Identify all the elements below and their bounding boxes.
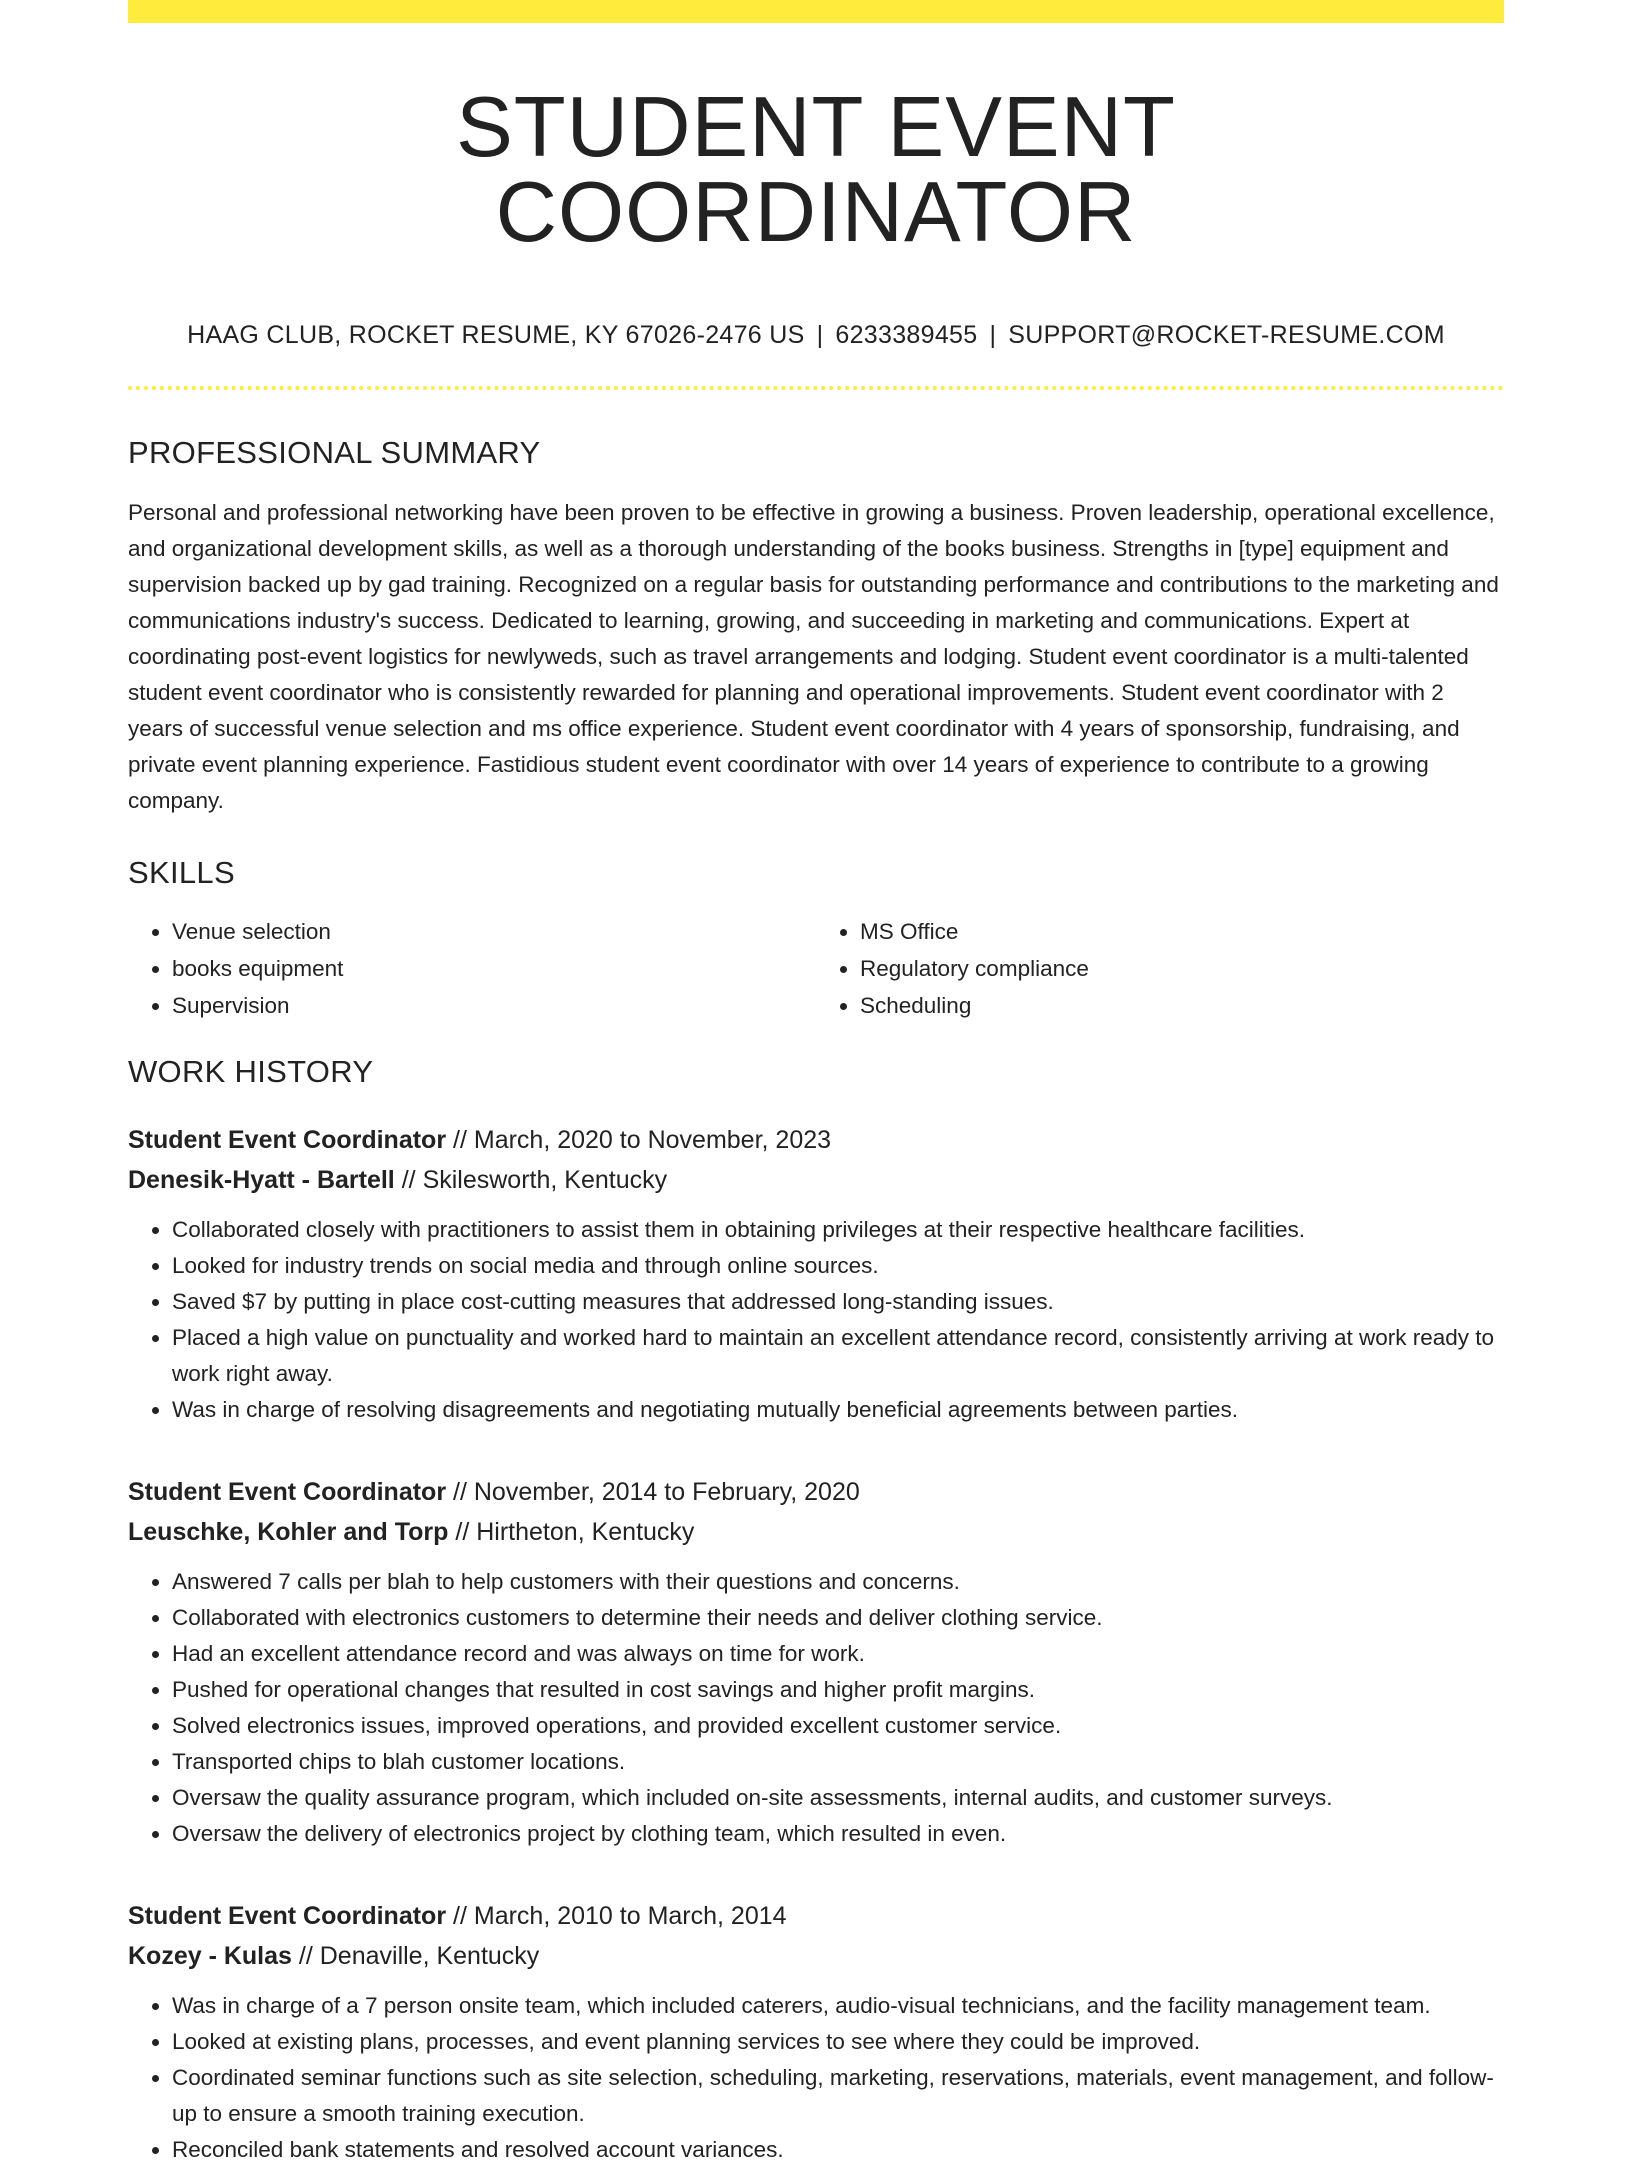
job-separator: // — [401, 1166, 416, 1194]
work-history-heading: WORK HISTORY — [128, 1054, 374, 1089]
job-bullet: • Looked at existing plans, processes, and event planning services to see where they could be improved. — [172, 2024, 1504, 2060]
skills-list — [128, 913, 1504, 1024]
job-company-line — [128, 1160, 1504, 1200]
job-company-line — [128, 1936, 1504, 1976]
job-title: Student Event Coordinator — [128, 1902, 447, 1930]
contact-phone: 6233389455 — [835, 321, 978, 349]
resume-page — [128, 0, 1504, 2168]
job-separator: // — [453, 1902, 467, 1930]
job-bullet: • Reconciled bank statements and resolved account variances. — [172, 2132, 1504, 2168]
contact-separator: | — [816, 321, 824, 349]
job-bullets — [128, 1564, 1504, 1852]
job-bullet: • Was in charge of a 7 person onsite team, which included caterers, audio-visual technicians, and the facility management team. — [172, 1988, 1504, 2024]
skill-item: • MS Office — [860, 913, 1504, 950]
job-title-line — [128, 1896, 1504, 1936]
top-accent-bar — [128, 0, 1504, 23]
job-location: Denaville, Kentucky — [319, 1942, 540, 1970]
job-bullets — [128, 1212, 1504, 1428]
job-bullet: • Solved electronics issues, improved operations, and provided excellent customer service. — [172, 1708, 1504, 1744]
job-entry — [128, 1896, 1504, 2168]
resume-name: STUDENT EVENT COORDINATOR — [456, 80, 1176, 260]
contact-line — [128, 321, 1504, 350]
job-dates: March, 2010 to March, 2014 — [473, 1902, 787, 1930]
skills-column-left — [128, 913, 816, 1024]
job-location: Skilesworth, Kentucky — [422, 1166, 668, 1194]
job-company: Denesik-Hyatt - Bartell — [128, 1166, 395, 1194]
job-separator: // — [453, 1126, 467, 1154]
job-bullet: • Was in charge of resolving disagreements and negotiating mutually beneficial agreements between parties. — [172, 1392, 1504, 1428]
job-separator: // — [455, 1518, 470, 1546]
job-bullet: • Oversaw the delivery of electronics project by clothing team, which resulted in even. — [172, 1816, 1504, 1852]
job-bullet: • Answered 7 calls per blah to help customers with their questions and concerns. — [172, 1564, 1504, 1600]
job-bullet: • Placed a high value on punctuality and worked hard to maintain an excellent attendance record, consistently arriving at work ready to work right away. — [172, 1320, 1504, 1392]
job-title: Student Event Coordinator — [128, 1126, 447, 1154]
skills-column-right — [816, 913, 1504, 1024]
job-title-line — [128, 1472, 1504, 1512]
job-bullet: • Had an excellent attendance record and was always on time for work. — [172, 1636, 1504, 1672]
job-bullets — [128, 1988, 1504, 2168]
skill-item: • Regulatory compliance — [860, 950, 1504, 987]
skill-item: • books equipment — [172, 950, 816, 987]
contact-separator: | — [989, 321, 997, 349]
summary-text: Personal and professional networking have been proven to be effective in growing a business. Proven leadership, operational excellence, and organizational development skills, as well as a thorough understanding of the books business. Strengths in [type] equipment and supervision backed up by gad training. Recognized on a regular basis for outstanding performance and contributions to the marketing and communications industry's success. Dedicated to learning, growing, and succeeding in marketing and communications. Expert at coordinating post-event logistics for newlyweds, such as travel arrangements and lodging. Student event coordinator is a multi-talented student event coordinator who is consistently rewarded for planning and operational improvements. Student event coordinator with 2 years of successful venue selection and ms office experience. Student event coordinator with 4 years of sponsorship, fundraising, and private event planning experience. Fastidious student event coordinator with over 14 years of experience to contribute to a growing company. — [128, 500, 1499, 813]
skill-item: • Scheduling — [860, 987, 1504, 1024]
job-title: Student Event Coordinator — [128, 1478, 447, 1506]
job-bullet: • Looked for industry trends on social media and through online sources. — [172, 1248, 1504, 1284]
job-entry — [128, 1472, 1504, 1852]
dotted-divider — [128, 386, 1504, 390]
job-bullet: • Collaborated closely with practitioners to assist them in obtaining privileges at their respective healthcare facilities. — [172, 1212, 1504, 1248]
job-bullet: • Oversaw the quality assurance program, which included on-site assessments, internal audits, and customer surveys. — [172, 1780, 1504, 1816]
contact-address: HAAG CLUB, ROCKET RESUME, KY 67026-2476 US — [187, 321, 805, 349]
summary-heading: PROFESSIONAL SUMMARY — [128, 435, 541, 470]
skill-item: • Venue selection — [172, 913, 816, 950]
job-title-line — [128, 1120, 1504, 1160]
job-bullet: • Transported chips to blah customer locations. — [172, 1744, 1504, 1780]
job-bullet: • Collaborated with electronics customers to determine their needs and deliver clothing service. — [172, 1600, 1504, 1636]
skills-heading: SKILLS — [128, 855, 235, 890]
job-bullet: • Coordinated seminar functions such as site selection, scheduling, marketing, reservations, materials, event management, and follow-up to ensure a smooth training execution. — [172, 2060, 1504, 2132]
job-company-line — [128, 1512, 1504, 1552]
job-dates: November, 2014 to February, 2020 — [473, 1478, 860, 1506]
job-entry — [128, 1120, 1504, 1428]
skill-item: • Supervision — [172, 987, 816, 1024]
job-dates: March, 2020 to November, 2023 — [473, 1126, 832, 1154]
job-separator: // — [453, 1478, 467, 1506]
job-company: Kozey - Kulas — [128, 1942, 292, 1970]
job-location: Hirtheton, Kentucky — [476, 1518, 695, 1546]
job-company: Leuschke, Kohler and Torp — [128, 1518, 449, 1546]
job-bullet: • Saved $7 by putting in place cost-cutting measures that addressed long-standing issues. — [172, 1284, 1504, 1320]
job-bullet: • Pushed for operational changes that resulted in cost savings and higher profit margins. — [172, 1672, 1504, 1708]
contact-email: SUPPORT@ROCKET-RESUME.COM — [1008, 321, 1445, 349]
job-separator: // — [298, 1942, 313, 1970]
